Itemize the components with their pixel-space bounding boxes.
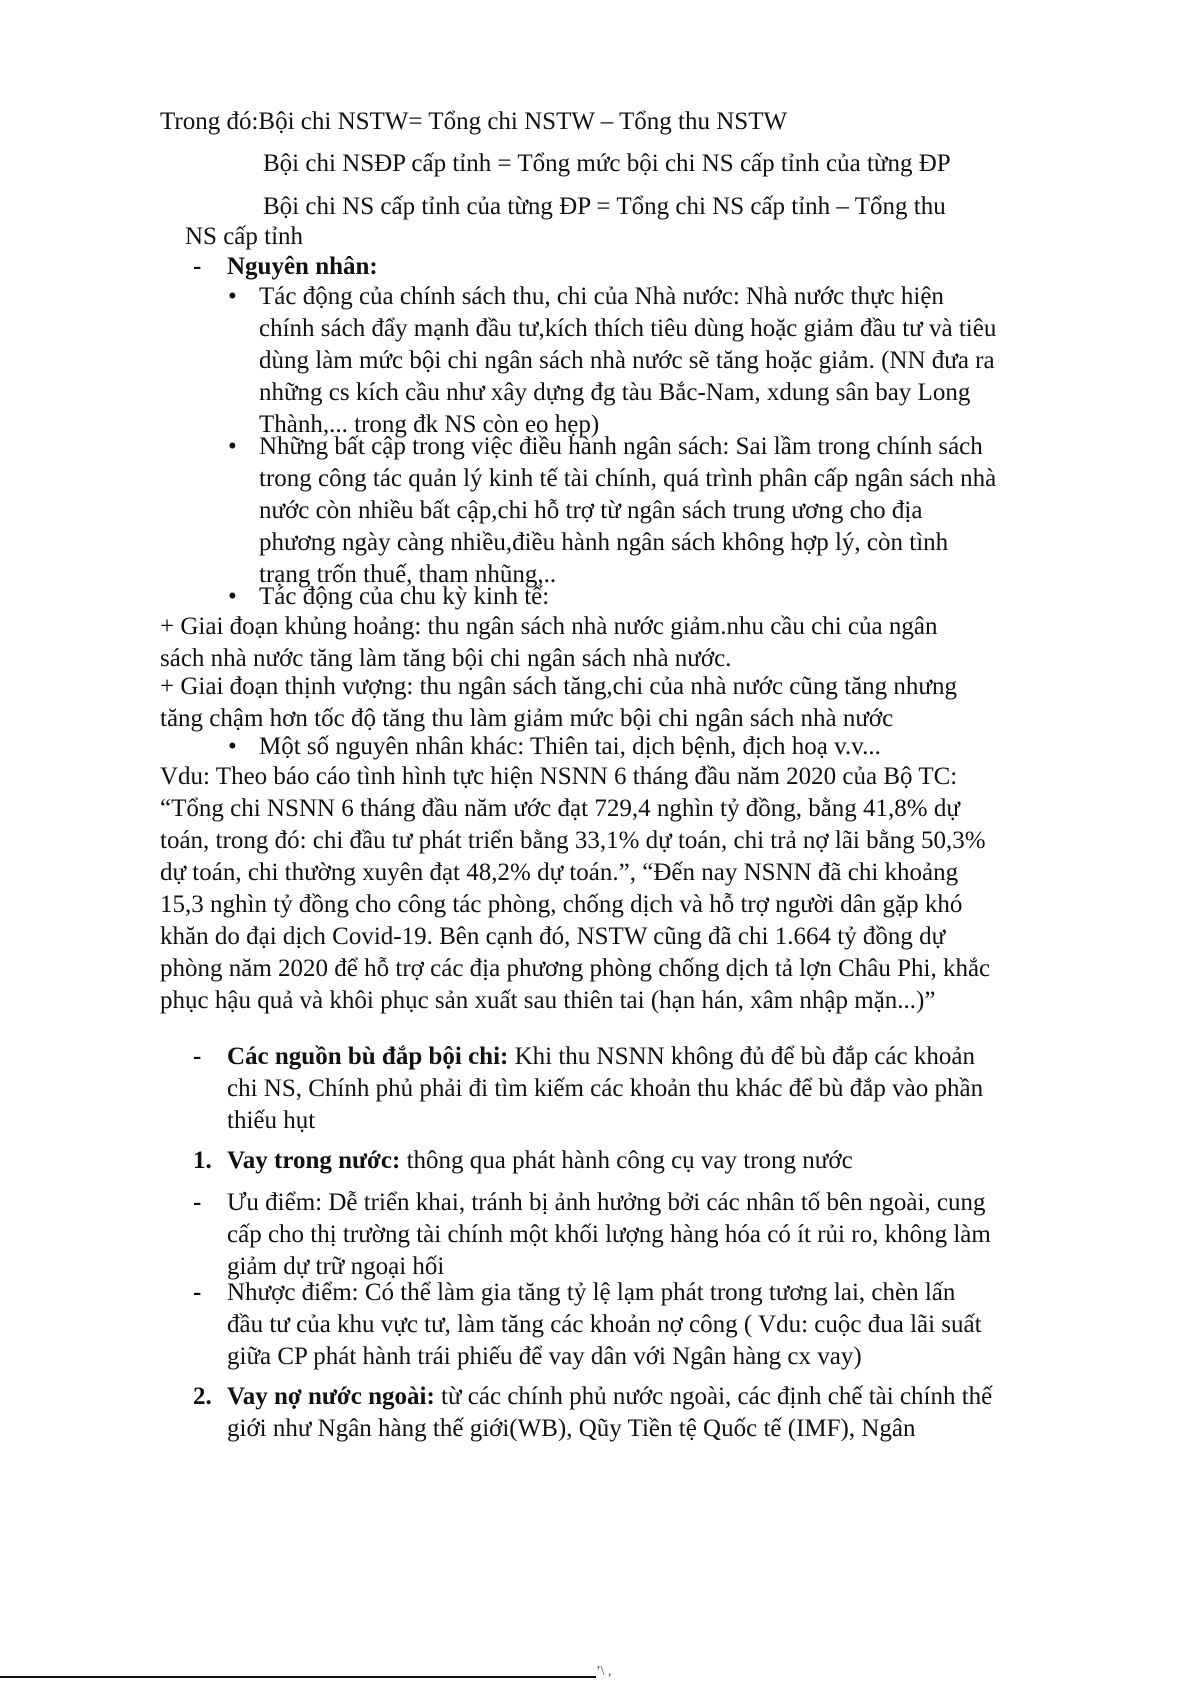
bullet-icon: • [228, 283, 237, 310]
cause-management: Những bất cập trong việc điều hành ngân sách: Sai lầm trong chính sách trong công tác quản lý kinh tế tài chính, quá trình phân cấp ngân sách nhà nước còn nhiều bất cập,chi hỗ trợ từ ngân sách trung ương cho địa phương ngày càng nhiều,điều hành ngân sách không hợp lý, còn tình trạng trốn thuế, tham nhũng,.. [259, 433, 997, 588]
cycle-crisis: + Giai đoạn khủng hoảng: thu ngân sách nhà nước giảm.nhu cầu chi của ngân sách nhà nước tăng làm tăng bội chi ngân sách nhà nước. [160, 613, 938, 672]
example-paragraph: Vdu: Theo báo cáo tình hình tực hiện NSNN 6 tháng đầu năm 2020 của Bộ TC: “Tổng chi NSNN 6 tháng đầu năm ước đạt 729,4 nghìn tỷ đồng, bằng 41,8% dự toán, trong đó: chi đầu tư phát triển bằng 33,1% dự toán, chi trả nợ lãi bằng 50,3% dự toán, chi thường xuyên đạt 48,2% dự toán.”, “Đến nay NSNN đã chi khoảng 15,3 nghìn tỷ đồng cho công tác phòng, chống dịch và hỗ trợ người dân gặp khó khăn do đại dịch Covid-19. Bên cạnh đó, NSTW cũng đã chi 1.664 tỷ đồng dự phòng năm 2020 để hỗ trợ các địa phương phòng chống dịch tả lợn Châu Phi, khắc phục hậu quả và khôi phục sản xuất sau thiên tai (hạn hán, xâm nhập mặn...)” [160, 763, 991, 1014]
cycle-boom: + Giai đoạn thịnh vượng: thu ngân sách tăng,chi của nhà nước cũng tăng nhưng tăng chậm hơn tốc độ tăng thu làm giảm mức bội chi ngân sách nhà nước [160, 673, 957, 732]
bullet-icon: • [228, 433, 237, 460]
item-number: 2. [193, 1383, 212, 1410]
dash-marker: - [193, 253, 202, 280]
bullet-icon: • [228, 583, 237, 610]
footer-marks: ʼ\ , [596, 1664, 612, 1679]
sources-heading: Các nguồn bù đắp bội chi: [227, 1043, 509, 1070]
formula-line-provincial: Bội chi NS cấp tỉnh của từng ĐP = Tổng chi NS cấp tỉnh – Tổng thu [263, 193, 946, 220]
foreign-heading: Vay nợ nước ngoài: [227, 1383, 435, 1410]
sources-text: Khi thu NSNN không đủ để bù đắp các khoản chi NS, Chính phủ phải đi tìm kiếm các khoản thu khác để bù đắp vào phần thiếu hụt [227, 1043, 984, 1134]
formula-line-provincial-cont: NS cấp tỉnh [185, 223, 304, 250]
item-number: 1. [193, 1147, 212, 1174]
foreign-text: từ các chính phủ nước ngoài, các định chế tài chính thế giới như Ngân hàng thế giới(WB), Qũy Tiền tệ Quốc tế (IMF), Ngân [227, 1383, 993, 1442]
domestic-text: thông qua phát hành công cụ vay trong nước [400, 1147, 853, 1174]
domestic-heading: Vay trong nước: [227, 1147, 401, 1174]
cause-other: Một số nguyên nhân khác: Thiên tai, dịch bệnh, địch hoạ v.v... [259, 733, 881, 760]
bullet-icon: • [228, 733, 237, 760]
cause-economic-cycle: Tác động của chu kỳ kinh tế: [259, 583, 550, 610]
foreign-paragraph [227, 1381, 997, 1445]
domestic-advantages: Ưu điểm: Dễ triển khai, tránh bị ảnh hưởng bởi các nhân tố bên ngoài, cung cấp cho thị trường tài chính một khối lượng hàng hóa có ít rủi ro, không làm giảm dự trữ ngoại hối [227, 1189, 991, 1280]
dash-marker: - [193, 1189, 202, 1216]
footer-rule [0, 1676, 596, 1678]
sources-paragraph [227, 1041, 997, 1137]
formula-line-nstw: Trong đó:Bội chi NSTW= Tổng chi NSTW – Tổng thu NSTW [160, 108, 788, 135]
dash-marker: - [193, 1279, 202, 1306]
causes-heading: Nguyên nhân: [227, 253, 378, 280]
formula-line-nsdp: Bội chi NSĐP cấp tỉnh = Tổng mức bội chi NS cấp tỉnh của từng ĐP [263, 150, 951, 177]
dash-marker: - [193, 1043, 202, 1070]
cause-policy: Tác động của chính sách thu, chi của Nhà nước: Nhà nước thực hiện chính sách đẩy mạnh đầu tư,kích thích tiêu dùng hoặc giảm đầu tư và tiêu dùng làm mức bội chi ngân sách nhà nước sẽ tăng hoặc giảm. (NN đưa ra những cs kích cầu như xây dựng đg tàu Bắc-Nam, xdung sân bay Long Thành,... trong đk NS còn eo hẹp) [259, 283, 997, 438]
domestic-disadvantages: Nhược điểm: Có thể làm gia tăng tỷ lệ lạm phát trong tương lai, chèn lấn đầu tư của khu vực tư, làm tăng các khoản nợ công ( Vdu: cuộc đua lãi suất giữa CP phát hành trái phiếu để vay dân với Ngân hàng cx vay) [227, 1279, 982, 1370]
domestic-paragraph [227, 1145, 853, 1177]
